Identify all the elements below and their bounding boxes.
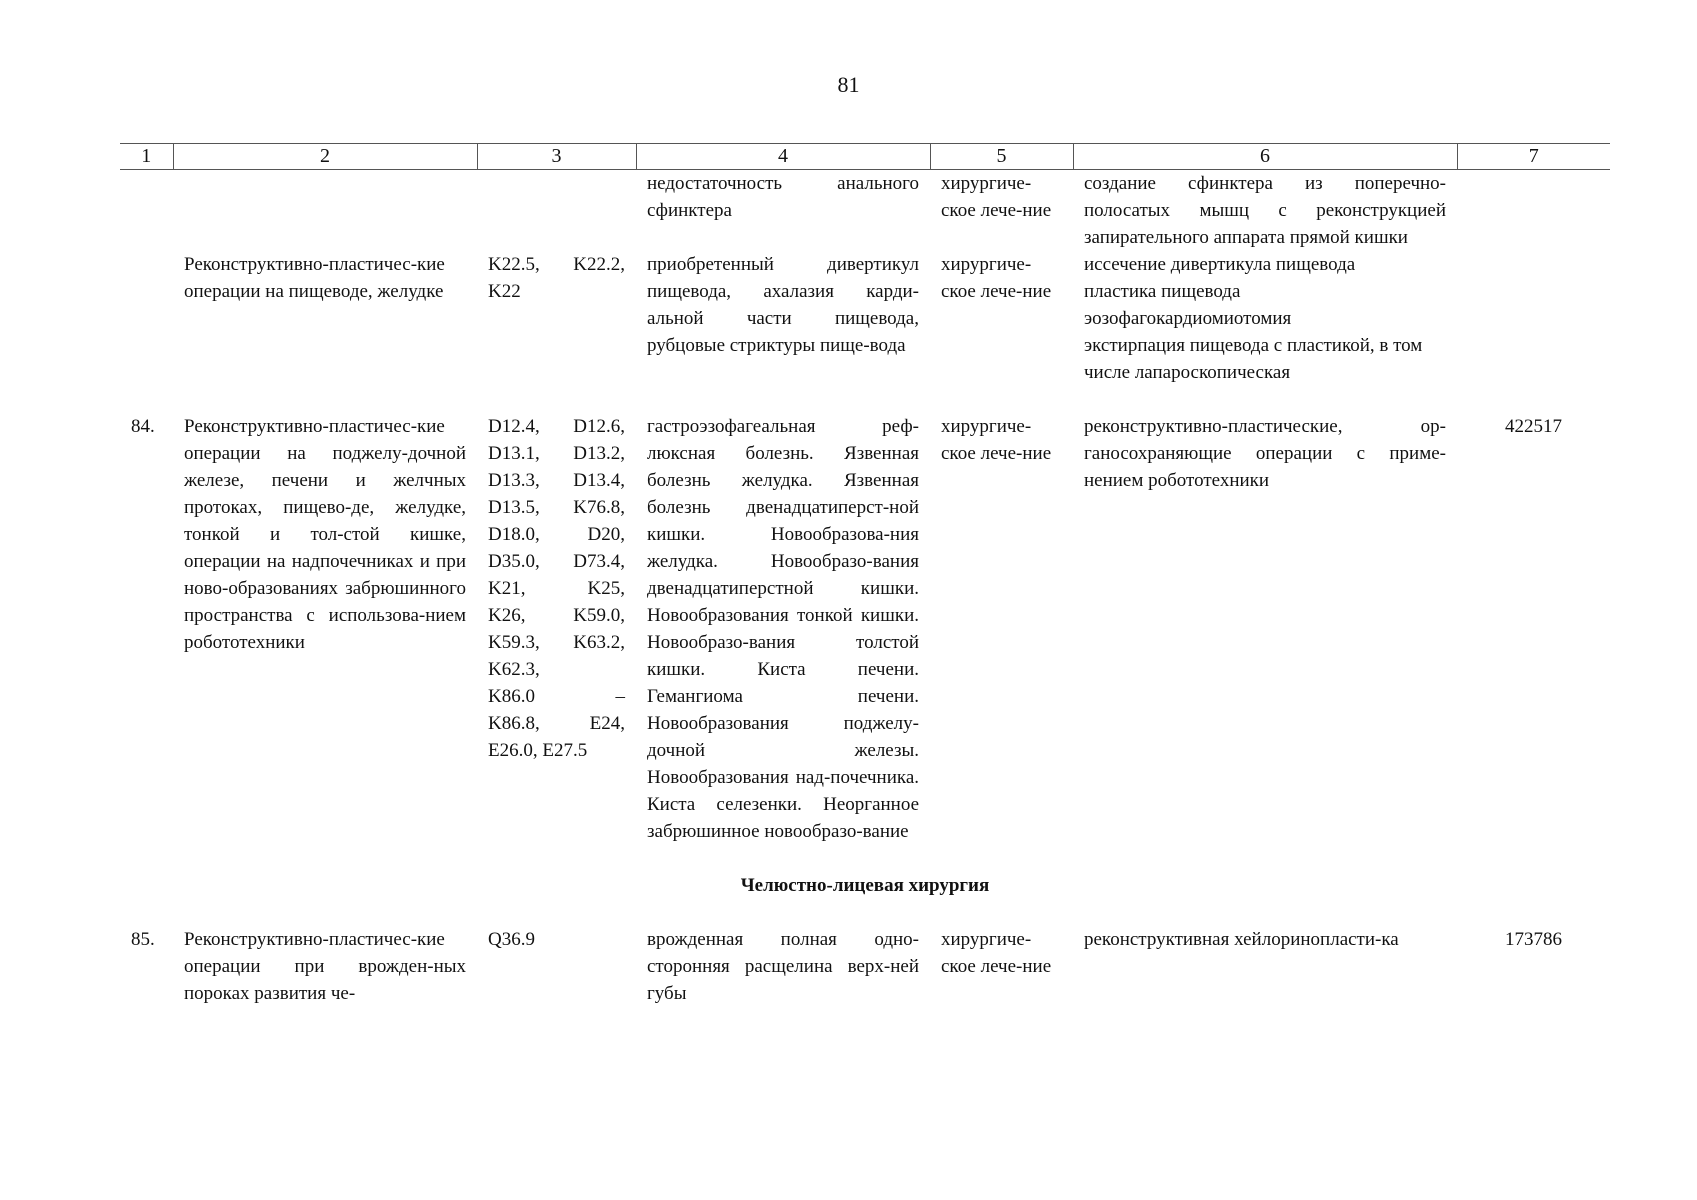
- code-line: D35.0, D73.4,: [488, 551, 625, 572]
- code-line: D13.1, D13.2,: [488, 443, 625, 464]
- method-item: экстирпация пищевода с пластикой, в том числе лапароскопическая: [1084, 335, 1423, 383]
- procedure-cell: Реконструктивно-пластичес-кие операции на поджелу-дочной железе, печени и желчных протоках, пищево-де, желудке, тонкой и тол-стой кишке, операции на надпочечниках и при ново-образованиях забрюшинного пространства с использова-нием робототехники: [184, 416, 466, 653]
- treatment-type-cell: хирургиче-ское лече-ние: [941, 929, 1052, 977]
- price-cell: 173786: [1505, 929, 1562, 950]
- code-line: K26, K59.0,: [488, 605, 625, 626]
- section-heading-row: [120, 872, 1610, 926]
- diagnosis-cell: гастроэзофагеальная реф-люксная болезнь. Язвенная болезнь желудка. Язвенная болезнь двенадцатиперст-ной кишки. Новообразова-ния желудка. Новообразо-вания двенадцатиперстной кишки. Новообразования тонкой кишки. Новообразо-вания толстой кишки. Киста печени. Гемангиома печени. Новообразования поджелу-дочной железы. Новообразования над-почечника. Киста селезенки. Неорганное забрюшинное новообразо-вание: [647, 416, 919, 842]
- row-number: 85.: [131, 929, 155, 950]
- procedure-cell: Реконструктивно-пластичес-кие операции на пищеводе, желудке: [184, 254, 445, 302]
- codes-cell: [477, 413, 636, 872]
- code-line: D18.0, D20,: [488, 524, 625, 545]
- column-number-6: 6: [1073, 144, 1457, 170]
- table-row: [120, 251, 1610, 413]
- price-cell: 422517: [1505, 416, 1562, 437]
- code-line: D13.3, D13.4,: [488, 470, 625, 491]
- methods-cell: [1073, 251, 1457, 413]
- diagnosis-cell: недостаточность анального сфинктера: [647, 173, 919, 221]
- code-line: D13.5, K76.8,: [488, 497, 625, 518]
- code-line: K62.3,: [488, 659, 540, 680]
- diagnosis-cell: приобретенный дивертикул пищевода, ахалазия карди-альной части пищевода, рубцовые стриктуры пище-вода: [647, 254, 919, 356]
- column-number-1: 1: [120, 144, 173, 170]
- method-cell: создание сфинктера из поперечно-полосатых мышц с реконструкцией запирательного аппарата прямой кишки: [1084, 173, 1446, 248]
- treatment-type-cell: хирургиче-ское лече-ние: [941, 254, 1052, 302]
- table-row: [120, 413, 1610, 872]
- column-number-7: 7: [1457, 144, 1610, 170]
- code-line: E26.0, E27.5: [488, 740, 588, 761]
- procedures-table: [120, 143, 1610, 1007]
- method-cell: реконструктивно-пластические, ор-ганосохраняющие операции с приме-нением робототехники: [1084, 416, 1446, 491]
- treatment-type-cell: хирургиче-ское лече-ние: [941, 173, 1052, 221]
- method-item: иссечение дивертикула пищевода: [1084, 254, 1356, 275]
- column-number-header-row: [120, 144, 1610, 170]
- table-row: [120, 170, 1610, 252]
- page-number: 81: [837, 72, 860, 97]
- code-line: K59.3, K63.2,: [488, 632, 625, 653]
- column-number-3: 3: [477, 144, 636, 170]
- codes-cell: K22.5, K22.2, K22: [488, 254, 625, 302]
- code-line: K86.8, E24,: [488, 713, 625, 734]
- method-item: эозофагокардиомиотомия: [1084, 308, 1292, 329]
- code-line: K86.0 –: [488, 686, 625, 707]
- column-number-4: 4: [636, 144, 930, 170]
- method-item: пластика пищевода: [1084, 281, 1241, 302]
- code-line: D12.4, D12.6,: [488, 416, 625, 437]
- table-row: [120, 926, 1610, 1007]
- diagnosis-cell: врожденная полная одно-сторонняя расщелина верх-ней губы: [647, 929, 919, 1004]
- column-number-5: 5: [930, 144, 1073, 170]
- codes-cell: Q36.9: [488, 929, 535, 950]
- section-title: Челюстно-лицевая хирургия: [740, 875, 990, 896]
- method-cell: реконструктивная хейлоринопласти-ка: [1084, 929, 1399, 950]
- column-number-2: 2: [173, 144, 477, 170]
- procedure-cell: Реконструктивно-пластичес-кие операции при врожден-ных пороках развития че-: [184, 929, 466, 1004]
- code-line: K21, K25,: [488, 578, 625, 599]
- treatment-type-cell: хирургиче-ское лече-ние: [941, 416, 1052, 464]
- row-number: 84.: [131, 416, 155, 437]
